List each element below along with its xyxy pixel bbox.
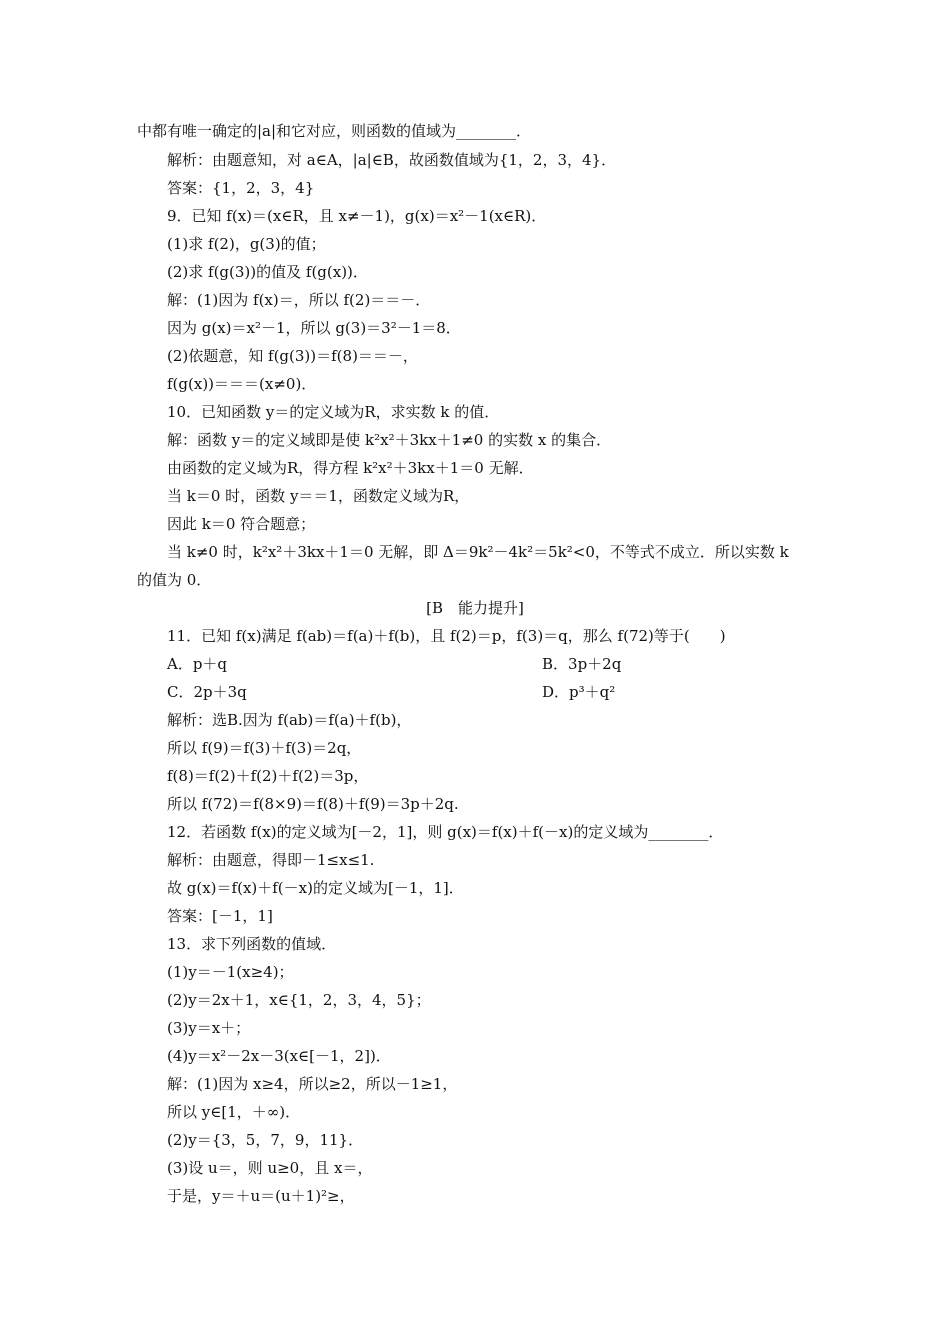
text-line: 解析：由题意知，对 a∈A，|a|∈B，故函数值域为{1，2，3，4}．	[167, 151, 617, 169]
text-line: 于是，y＝＋u＝(u＋1)²≥，	[167, 1187, 355, 1205]
text-line: 因此 k＝0 符合题意；	[167, 515, 316, 533]
text-line: (3)y＝x＋；	[167, 1019, 251, 1037]
text-line: 所以 f(72)＝f(8×9)＝f(8)＋f(9)＝3p＋2q.	[167, 795, 459, 813]
text-line: (3)设 u＝，则 u≥0，且 x＝，	[167, 1159, 373, 1177]
text-line: (1)求 f(2)，g(3)的值；	[167, 235, 326, 253]
text-line: 解析：由题意，得即－1≤x≤1.	[167, 851, 375, 869]
text-line: 答案：[－1，1]	[167, 907, 273, 925]
text-line: 解：(1)因为 f(x)＝，所以 f(2)＝＝－．	[167, 291, 431, 309]
text-line: (2)依题意，知 f(g(3))＝f(8)＝＝－，	[167, 347, 418, 365]
text-line: 9．已知 f(x)＝(x∈R，且 x≠－1)，g(x)＝x²－1(x∈R)．	[167, 207, 547, 225]
text-line: (1)y＝－1(x≥4)；	[167, 963, 294, 981]
choice-a: A．p＋q	[167, 655, 228, 673]
text-line: 当 k≠0 时，k²x²＋3kx＋1＝0 无解，即 Δ＝9k²－4k²＝5k²<0，不等式不成立．所以实数 k	[167, 543, 789, 561]
choice-d: D．p³＋q²	[542, 683, 616, 701]
text-line: 故 g(x)＝f(x)＋f(－x)的定义域为[－1，1]．	[167, 879, 464, 897]
text-line: 所以 y∈[1，＋∞)．	[167, 1103, 301, 1121]
text-line: 答案：{1，2，3，4}	[167, 179, 315, 197]
text-line: 13．求下列函数的值域．	[167, 935, 337, 953]
text-line: (2)y＝2x＋1，x∈{1，2，3，4，5}；	[167, 991, 431, 1009]
text-line: f(g(x))＝＝＝(x≠0)．	[167, 375, 317, 393]
text-line: 因为 g(x)＝x²－1，所以 g(3)＝3²－1＝8．	[167, 319, 461, 337]
text-line: (2)y＝{3，5，7，9，11}．	[167, 1131, 364, 1149]
text-line: 11．已知 f(x)满足 f(ab)＝f(a)＋f(b)，且 f(2)＝p，f(3)＝q，那么 f(72)等于( )	[167, 627, 726, 645]
choice-c: C．2p＋3q	[167, 683, 247, 701]
text-line: 解析：选B.因为 f(ab)＝f(a)＋f(b)，	[167, 711, 412, 729]
text-line: 当 k＝0 时，函数 y＝＝1，函数定义域为R，	[167, 487, 470, 505]
text-line: 由函数的定义域为R，得方程 k²x²＋3kx＋1＝0 无解．	[167, 459, 534, 477]
text-line: (4)y＝x²－2x－3(x∈[－1，2])．	[167, 1047, 391, 1065]
text-line: 中都有唯一确定的|a|和它对应，则函数的值域为________．	[137, 122, 532, 140]
text-line: f(8)＝f(2)＋f(2)＋f(2)＝3p，	[167, 767, 369, 785]
section-heading: [B 能力提升]	[426, 599, 524, 617]
text-line: 12．若函数 f(x)的定义域为[－2，1]，则 g(x)＝f(x)＋f(－x)的定义域为________．	[167, 823, 724, 841]
text-line: 解：(1)因为 x≥4，所以≥2，所以－1≥1，	[167, 1075, 458, 1093]
choice-b: B．3p＋2q	[542, 655, 622, 673]
text-line: 解：函数 y＝的定义域即是使 k²x²＋3kx＋1≠0 的实数 x 的集合．	[167, 431, 612, 449]
text-line: 所以 f(9)＝f(3)＋f(3)＝2q，	[167, 739, 362, 757]
text-line: 10．已知函数 y＝的定义域为R，求实数 k 的值．	[167, 403, 500, 421]
text-line: 的值为 0．	[137, 571, 212, 589]
text-line: (2)求 f(g(3))的值及 f(g(x))．	[167, 263, 368, 281]
